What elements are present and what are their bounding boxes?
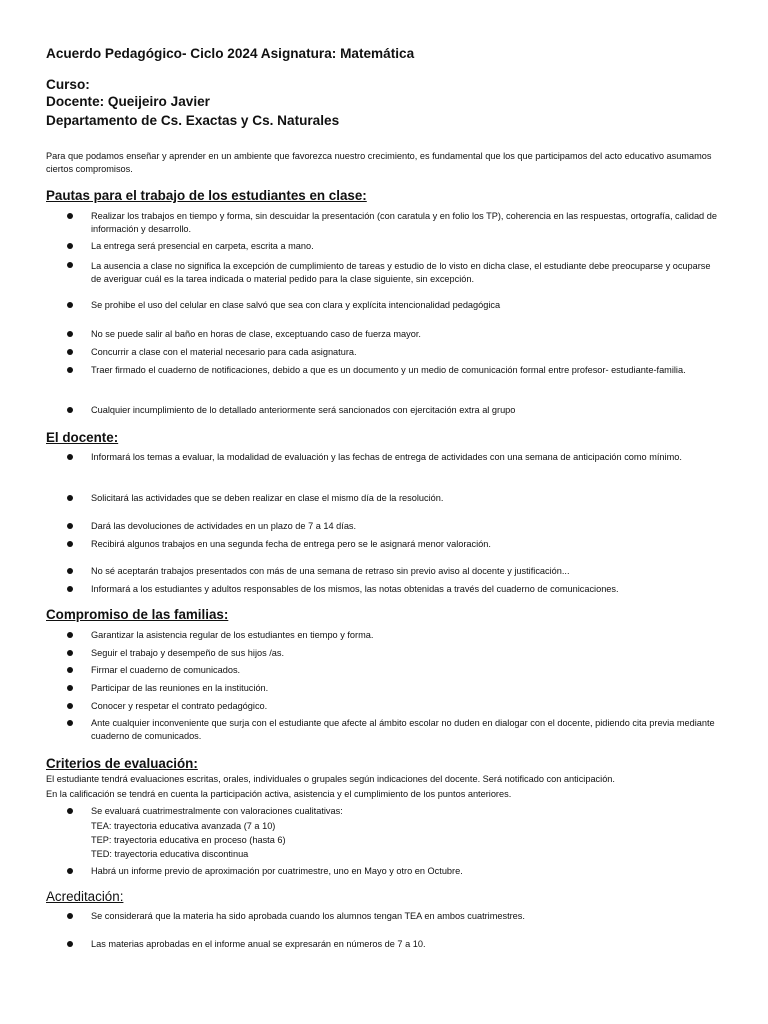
list-item: Recibirá algunos trabajos en una segunda fecha de entrega pero se le asignará menor valoración. [91, 539, 491, 549]
list-item: Habrá un informe previo de aproximación por cuatrimestre, uno en Mayo y otro en Octubre. [91, 866, 463, 876]
list-item: La entrega será presencial en carpeta, escrita a mano. [91, 241, 314, 251]
list-item: Ante cualquier inconveniente que surja con el estudiante que afecte al ámbito escolar no duden en dialogar con el docente, pidiendo cita previa mediante cuaderno de comunicados. [91, 718, 715, 741]
section-title-students: Pautas para el trabajo de los estudiantes en clase: [46, 188, 367, 203]
criteria-paragraph: En la calificación se tendrá en cuenta la participación activa, asistencia y el cumplimiento de los puntos anteriores. [46, 789, 512, 799]
bullet-icon [67, 720, 73, 726]
bullet-icon [67, 808, 73, 814]
list-item: Se considerará que la materia ha sido aprobada cuando los alumnos tengan TEA en ambos cuatrimestres. [91, 911, 525, 921]
bullet-icon [67, 523, 73, 529]
list-item: Traer firmado el cuaderno de notificaciones, debido a que es un documento y un medio de comunicación formal entre profesor- estudiante-familia. [91, 365, 686, 375]
criteria-paragraph: El estudiante tendrá evaluaciones escritas, orales, individuales o grupales según indicaciones del docente. Será notificado con anticipación. [46, 774, 615, 784]
bullet-icon [67, 302, 73, 308]
bullet-icon [67, 568, 73, 574]
list-item: Las materias aprobadas en el informe anual se expresarán en números de 7 a 10. [91, 939, 426, 949]
bullet-icon [67, 331, 73, 337]
list-item: Informará a los estudiantes y adultos responsables de los mismos, las notas obtenidas a través del cuaderno de comunicaciones. [91, 584, 619, 594]
list-item: No se puede salir al baño en horas de clase, exceptuando caso de fuerza mayor. [91, 329, 421, 339]
bullet-icon [67, 941, 73, 947]
list-item: Firmar el cuaderno de comunicados. [91, 665, 241, 675]
list-item: Participar de las reuniones en la institución. [91, 683, 269, 693]
bullet-icon [67, 213, 73, 219]
list-item: Se evaluará cuatrimestralmente con valoraciones cualitativas: [91, 806, 343, 816]
list-item: Garantizar la asistencia regular de los estudiantes en tiempo y forma. [91, 630, 374, 640]
bullet-icon [67, 913, 73, 919]
document-title: Acuerdo Pedagógico- Ciclo 2024 Asignatura: Matemática [46, 46, 415, 61]
section-title-accreditation: Acreditación: [46, 889, 124, 904]
bullet-icon [67, 454, 73, 460]
bullet-icon [67, 407, 73, 413]
list-item: Conocer y respetar el contrato pedagógico. [91, 701, 268, 711]
bullet-icon [67, 868, 73, 874]
department-name: Departamento de Cs. Exactas y Cs. Naturales [46, 113, 340, 128]
bullet-icon [67, 685, 73, 691]
teacher-name: Docente: Queijeiro Javier [46, 94, 210, 109]
intro-paragraph: Para que podamos enseñar y aprender en un ambiente que favorezca nuestro crecimiento, es fundamental que los que participamos del acto educativo asumamos ciertos compromisos. [46, 151, 712, 174]
bullet-icon [67, 495, 73, 501]
list-item: Realizar los trabajos en tiempo y forma, sin descuidar la presentación (con caratula y en folio los TP), coherencia en las respuestas, ortografía, calidad de información y desarrollo. [91, 211, 717, 234]
list-item: Seguir el trabajo y desempeño de sus hijos /as. [91, 648, 285, 658]
bullet-icon [67, 262, 73, 268]
bullet-icon [67, 541, 73, 547]
list-item: La ausencia a clase no significa la excepción de cumplimiento de tareas y estudio de lo visto en dicha clase, el estudiante debe preocuparse y ocuparse de averiguar cuál es la tarea indicada o material pedido para la clase siguiente, sin excepción. [91, 261, 711, 284]
bullet-icon [67, 586, 73, 592]
list-item: Solicitará las actividades que se deben realizar en clase el mismo día de la resolución. [91, 493, 444, 503]
bullet-icon [67, 243, 73, 249]
bullet-icon [67, 703, 73, 709]
bullet-icon [67, 667, 73, 673]
list-item: No sé aceptarán trabajos presentados con más de una semana de retraso sin previo aviso al docente y justificación... [91, 566, 570, 576]
list-item: Se prohibe el uso del celular en clase salvó que sea con clara y explícita intencionalidad pedagógica [91, 300, 501, 310]
grade-scale-item: TEP: trayectoria educativa en proceso (hasta 6) [91, 835, 286, 845]
list-item: Cualquier incumplimiento de lo detallado anteriormente será sancionados con ejercitación extra al grupo [91, 405, 516, 415]
bullet-icon [67, 367, 73, 373]
list-item: Informará los temas a evaluar, la modalidad de evaluación y las fechas de entrega de actividades con una semana de anticipación como mínimo. [91, 452, 682, 462]
grade-scale-item: TEA: trayectoria educativa avanzada (7 a 10) [91, 821, 276, 831]
list-item: Concurrir a clase con el material necesario para cada asignatura. [91, 347, 357, 357]
list-item: Dará las devoluciones de actividades en un plazo de 7 a 14 días. [91, 521, 357, 531]
section-title-teacher: El docente: [46, 430, 119, 445]
section-title-criteria: Criterios de evaluación: [46, 756, 198, 771]
bullet-icon [67, 349, 73, 355]
bullet-icon [67, 650, 73, 656]
grade-scale-item: TED: trayectoria educativa discontinua [91, 849, 249, 859]
bullet-icon [67, 632, 73, 638]
course-label: Curso: [46, 77, 90, 92]
section-title-families: Compromiso de las familias: [46, 607, 229, 622]
